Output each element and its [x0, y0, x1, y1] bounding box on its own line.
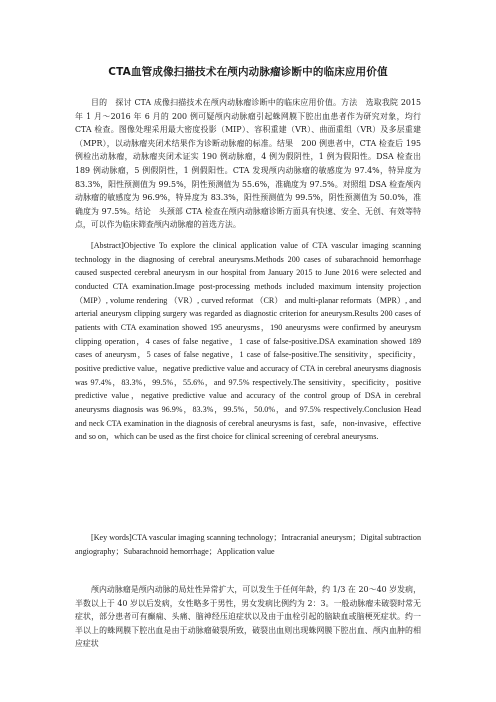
english-abstract: [Abstract]Objective To explore the clinical application value of CTA vascular imaging scanning technology in the diagnosing of cerebral aneurysms.Methods 200 cases of subarachnoid hemorrhage caused suspected cerebral aneurysm in our hospital from January 2015 to June 2016 were selected and conducted CTA examination.Image post-processing methods included maximum intensity projection（MIP）, volume rendering （VR）, curved reformat （CR） and multi-planar reformats（MPR）, and arterial aneurysm clipping surgery was regarded as diagnostic criterion for aneurysm.Results 200 cases of patients with CTA examination showed 195 aneurysms，190 aneurysms were confirmed by aneurysm clipping operation，4 cases of false negative，1 case of false-positive.DSA examination showed 189 cases of aneurysm，5 cases of false negative，1 case of false-positive.The sensitivity，specificity，positive predictive value，negative predictive value and accuracy of CTA in cerebral aneurysms diagnosis was 97.4%，83.3%，99.5%，55.6%，and 97.5% respectively.The sensitivity，specificity，positive predictive value，negative predictive value and accuracy of the control group of DSA in cerebral aneurysms diagnosis was 96.9%，83.3%，99.5%，50.0%，and 97.5% respectively.Conclusion Head and neck CTA examination in the diagnosis of cerebral aneurysms is fast，safe，non-invasive，effective and so on，which can be used as the first choice for clinical screening of cerebral aneurysms. [75, 241, 421, 442]
paper-title: CTA血管成像扫描技术在颅内动脉瘤诊断中的临床应用价值 [108, 66, 388, 78]
english-keywords: [Key words]CTA vascular imaging scanning technology；Intracranial aneurysm；Digital subtraction angiography；Subarachnoid hemorrhage；Application value [75, 533, 421, 556]
introduction-paragraph: 颅内动脉瘤是颅内动脉的局灶性异常扩大，可以发生于任何年龄，约 1/3 在 20～40 岁发病，半数以上于 40 岁以后发病，女性略多于男性，男女发病比例约为 2：3。一般动脉瘤未破裂时常无症状，部分患者可有癫痫、头痛、脑神经压迫症状以及由于血栓引起的脑缺血或脑梗死症状。约一半以上的蛛网膜下腔出血是由于动脉瘤破裂所致，破裂出血则出现蛛网膜下腔出血、颅内血肿的相应症状 [75, 585, 421, 649]
chinese-abstract: 目的 探讨 CTA 成像扫描技术在颅内动脉瘤诊断中的临床应用价值。方法 选取我院 2015 年 1 月～2016 年 6 月的 200 例可疑颅内动脉瘤引起蛛网膜下腔出血患者作为研究对象，均行 CTA 检查。图像处理采用最大密度投影（MIP）、容积重建（VR）、曲面重组（VR）及多层重建（MPR），以动脉瘤夹闭术结果作为诊断动脉瘤的标准。结果 200 例患者中，CTA 检查后 195 例检出动脉瘤，动脉瘤夹闭术证实 190 例动脉瘤，4 例为假阴性，1 例为假阳性。DSA 检查出 189 例动脉瘤，5 例假阴性，1 例假阳性。CTA 发现颅内动脉瘤的敏感度为 97.4%，特异度为 83.3%，阳性预测值为 99.5%，阴性预测值为 55.6%，准确度为 97.5%。对照组 DSA 检查颅内动脉瘤的敏感度为 96.9%，特异度为 83.3%，阳性预测值为 99.5%，阴性预测值为 50.0%，准确度为 97.5%。结论 头颈部 CTA 检查在颅内动脉瘤诊断方面具有快速、安全、无创、有效等特点，可以作为临床筛查颅内动脉瘤的首选方法。 [75, 98, 421, 230]
